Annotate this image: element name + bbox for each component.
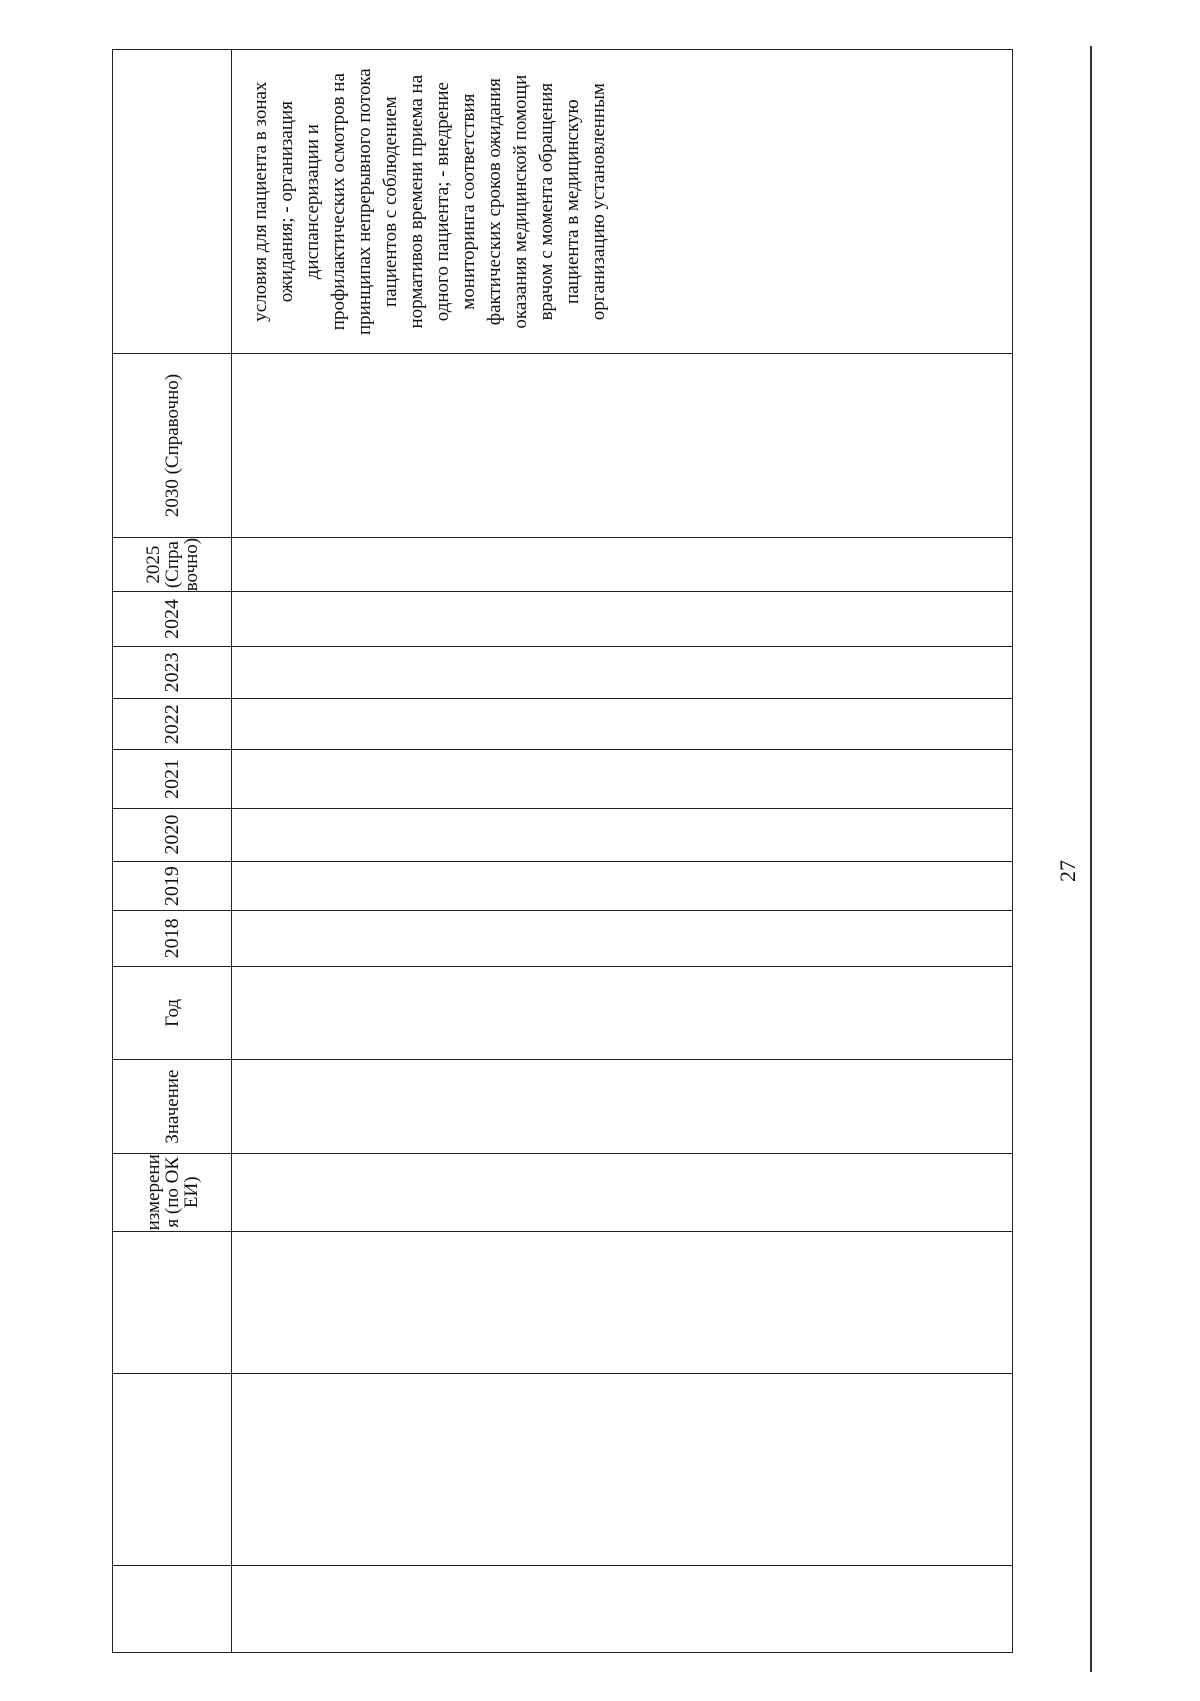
year-2020: 2020	[160, 814, 183, 855]
header-cell-unit	[113, 1153, 232, 1231]
page-number: 27	[1055, 860, 1080, 882]
body-cell-9	[232, 808, 1013, 861]
header-row	[113, 50, 232, 1653]
header-cell-2022	[113, 699, 232, 750]
body-cell-8	[232, 861, 1013, 910]
value-label: Значение	[161, 1069, 183, 1144]
body-cell-3	[232, 1231, 1013, 1373]
year-2024: 2024	[160, 599, 183, 640]
year-2018: 2018	[160, 918, 183, 959]
header-cell-2019	[113, 861, 232, 910]
year-label: Год	[161, 998, 183, 1027]
header-cell-2021	[113, 750, 232, 808]
year-2023: 2023	[160, 652, 183, 693]
year-2022: 2022	[160, 704, 183, 745]
description-cell	[232, 50, 1013, 354]
header-cell-empty-2	[113, 1374, 232, 1566]
body-cell-14	[232, 537, 1013, 592]
page-rule-line	[1090, 46, 1092, 1672]
body-cell-6	[232, 966, 1013, 1060]
header-cell-empty-3	[113, 1231, 232, 1373]
header-cell-2020	[113, 808, 232, 861]
header-cell-year	[113, 966, 232, 1060]
body-cell-15	[232, 354, 1013, 537]
header-cell-2025	[113, 537, 232, 592]
body-cell-5	[232, 1060, 1013, 1154]
indicator-table	[112, 49, 1013, 1653]
header-cell-value	[113, 1060, 232, 1154]
body-cell-2	[232, 1374, 1013, 1566]
header-cell-2023	[113, 646, 232, 698]
body-cell-12	[232, 646, 1013, 698]
header-cell-2018	[113, 911, 232, 966]
header-cell-empty-1	[113, 1566, 232, 1653]
body-cell-11	[232, 699, 1013, 750]
header-cell-2024	[113, 592, 232, 646]
header-cell-2030	[113, 354, 232, 537]
body-cell-4	[232, 1153, 1013, 1231]
body-cell-13	[232, 592, 1013, 646]
ref-2025: 2025 (Справочно)	[142, 537, 202, 592]
description-text: условия для пациента в зонах ожидания; - организация диспансеризации и профилактических осмотров на принципах непрерывного потока пациентов с соблюдением нормативов времени приема на одного пациента; - внедрение мониторинга соответствия фактических сроков ожидания оказания медицинской помощи врачом с момента обращения пациента в медицинскую организацию установленным	[250, 68, 609, 336]
rotated-table-wrapper	[112, 49, 1010, 1653]
body-cell-1	[232, 1566, 1013, 1653]
year-2019: 2019	[160, 866, 183, 907]
year-2021: 2021	[160, 758, 183, 799]
header-cell-empty-16	[113, 50, 232, 354]
body-row	[232, 50, 1013, 1653]
unit-label: измерения (по ОКЕИ)	[142, 1154, 202, 1231]
body-cell-10	[232, 750, 1013, 808]
body-cell-7	[232, 911, 1013, 966]
ref-2030: 2030 (Справочно)	[161, 373, 183, 518]
